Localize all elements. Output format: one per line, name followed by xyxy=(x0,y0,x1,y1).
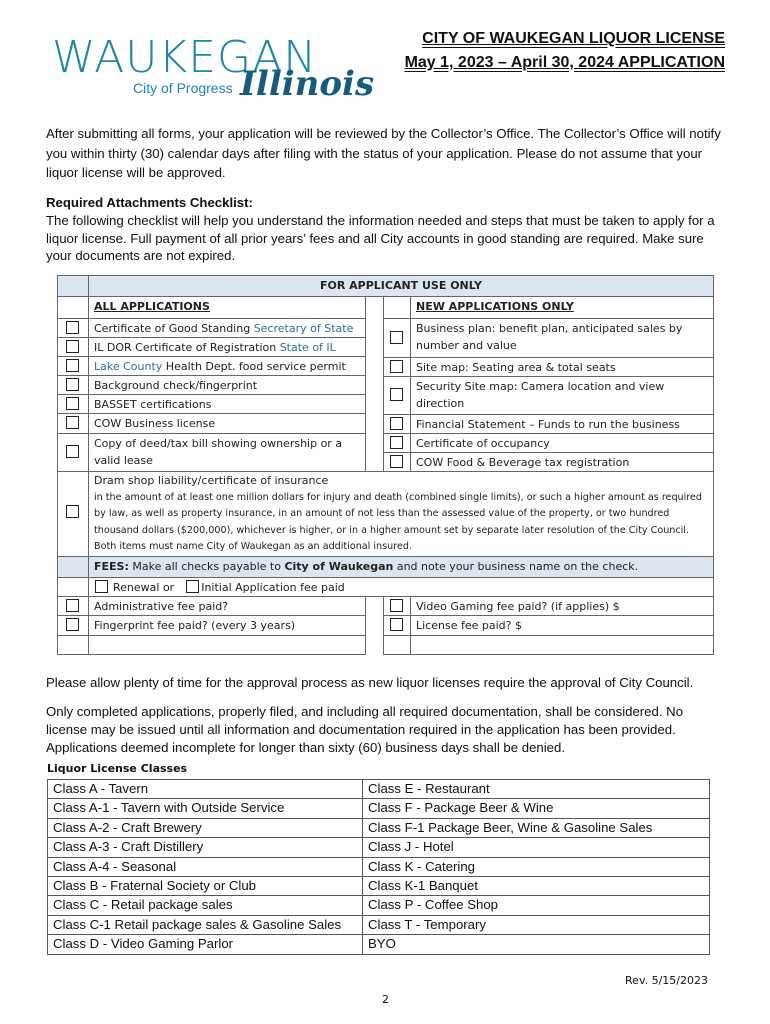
dram-shop-text: in the amount of at least one million dollars for injury and death (combined single limits), or such a higher amount as required by law, as well as property insurance, in an amount of not less than the assessed value of the property, or two hundred thousand dollars ($200,000), whichever is higher, or in a higher amount set by separate later resolution of the City Council. Both items must name City of Waukegan as an additional insured. xyxy=(94,491,703,552)
checklist-item: Certificate of Good Standing Secretary of State xyxy=(88,318,366,338)
classes-heading: Liquor License Classes xyxy=(47,762,188,775)
fee-type-row xyxy=(88,577,714,597)
checkbox[interactable] xyxy=(66,378,79,391)
checkbox[interactable] xyxy=(390,360,403,373)
logo-state: Illinois xyxy=(240,64,375,104)
checklist-item: COW Business license xyxy=(88,413,366,434)
revision-date: Rev. 5/15/2023 xyxy=(625,974,708,987)
checklist-text: The following checklist will help you understand the information needed and steps that must be taken to apply for a liquor license. Full payment of all prior years’ fees and all City accounts in good standing are required. Make sure your documents are not expired. xyxy=(46,213,715,263)
license-fee-item: License fee paid? $ xyxy=(410,615,714,636)
license-class: Class A-1 - Tavern with Outside Service xyxy=(47,798,363,818)
logo-tagline: City of Progress xyxy=(133,80,233,96)
license-class: Class A-3 - Craft Distillery xyxy=(47,837,363,857)
license-class: Class K - Catering xyxy=(362,857,710,877)
license-class: Class T - Temporary xyxy=(362,915,710,935)
new-applications-heading: NEW APPLICATIONS ONLY xyxy=(410,296,714,319)
renewal-checkbox[interactable] xyxy=(95,580,108,593)
license-class: BYO xyxy=(362,934,710,954)
completeness-note: Only completed applications, properly filed, and including all required documentation, shall be considered. No license may be issued until all information and documentation required in the application has been provided. Applications deemed incomplete for longer than sixty (60) business days shall be denied. xyxy=(46,704,684,755)
license-class: Class A - Tavern xyxy=(47,779,363,799)
license-class: Class B - Fraternal Society or Club xyxy=(47,876,363,896)
license-class: Class A-4 - Seasonal xyxy=(47,857,363,877)
checkbox[interactable] xyxy=(66,416,79,429)
page-number: 2 xyxy=(382,993,389,1006)
checklist-item: Background check/fingerprint xyxy=(88,375,366,395)
checklist-item: Copy of deed/tax bill showing ownership or a valid lease xyxy=(88,433,366,472)
logo-name: WAUKEGAN xyxy=(52,32,318,83)
checkbox[interactable] xyxy=(390,331,403,344)
all-applications-heading: ALL APPLICATIONS xyxy=(88,296,366,319)
checklist-item: IL DOR Certificate of Registration State of IL xyxy=(88,337,366,357)
document-subtitle: May 1, 2023 – April 30, 2024 APPLICATION xyxy=(404,54,725,71)
approval-note: Please allow plenty of time for the approval process as new liquor licenses require the approval of City Council. xyxy=(46,675,694,690)
intro-text: After submitting all forms, your application will be reviewed by the Collector’s Office. The Collector’s Office will notify you within thirty (30) calendar days after filing with the status of your application. Please do not assume that your liquor license will be approved. xyxy=(46,126,721,180)
checkbox[interactable] xyxy=(66,397,79,410)
checkbox[interactable] xyxy=(66,359,79,372)
admin-fee-item: Administrative fee paid? xyxy=(88,596,366,616)
fees-note: FEES: Make all checks payable to City of Waukegan and note your business name on the check. xyxy=(88,556,714,578)
license-class: Class P - Coffee Shop xyxy=(362,895,710,915)
lake-county-link[interactable]: Lake County xyxy=(94,360,163,373)
checklist-item: Lake County Health Dept. food service permit xyxy=(88,356,366,376)
checkbox[interactable] xyxy=(390,455,403,468)
dram-shop-title: Dram shop liability/certificate of insurance xyxy=(94,474,329,487)
checkbox[interactable] xyxy=(390,599,403,612)
checklist-item: Financial Statement – Funds to run the business xyxy=(410,414,714,434)
state-of-il-link[interactable]: State of IL xyxy=(279,341,336,354)
license-class: Class C - Retail package sales xyxy=(47,895,363,915)
renewal-label: Renewal or xyxy=(113,581,175,594)
dram-shop-item xyxy=(88,471,714,557)
checkbox[interactable] xyxy=(66,340,79,353)
license-class: Class D - Video Gaming Parlor xyxy=(47,934,363,954)
checklist-item: Certificate of occupancy xyxy=(410,433,714,453)
checkbox[interactable] xyxy=(66,599,79,612)
license-class: Class A-2 - Craft Brewery xyxy=(47,818,363,838)
fingerprint-fee-item: Fingerprint fee paid? (every 3 years) xyxy=(88,615,366,636)
license-class: Class J - Hotel xyxy=(362,837,710,857)
secretary-of-state-link[interactable]: Secretary of State xyxy=(253,322,354,335)
license-class: Class E - Restaurant xyxy=(362,779,710,799)
checkbox[interactable] xyxy=(66,445,79,458)
checklist-item: Security Site map: Camera location and view direction xyxy=(410,376,714,415)
checkbox[interactable] xyxy=(390,618,403,631)
checklist-item: Site map: Seating area & total seats xyxy=(410,357,714,377)
checklist-item: COW Food & Beverage tax registration xyxy=(410,452,714,472)
checkbox[interactable] xyxy=(390,388,403,401)
document-title: CITY OF WAUKEGAN LIQUOR LICENSE xyxy=(422,30,725,47)
license-class: Class F-1 Package Beer, Wine & Gasoline Sales xyxy=(362,818,710,838)
checklist-item: Business plan: benefit plan, anticipated sales by number and value xyxy=(410,318,714,358)
video-gaming-fee-item: Video Gaming fee paid? (if applies) $ xyxy=(410,596,714,616)
checkbox[interactable] xyxy=(66,505,79,518)
checklist-heading: Required Attachments Checklist: xyxy=(46,195,253,210)
license-class: Class K-1 Banquet xyxy=(362,876,710,896)
initial-application-checkbox[interactable] xyxy=(186,580,199,593)
checkbox[interactable] xyxy=(390,417,403,430)
table-header: FOR APPLICANT USE ONLY xyxy=(88,275,714,297)
license-class: Class F - Package Beer & Wine xyxy=(362,798,710,818)
license-class: Class C-1 Retail package sales & Gasoline Sales xyxy=(47,915,363,935)
checkbox[interactable] xyxy=(390,436,403,449)
initial-label: Initial Application fee paid xyxy=(201,581,345,594)
checklist-item: BASSET certifications xyxy=(88,394,366,414)
checkbox[interactable] xyxy=(66,321,79,334)
checkbox[interactable] xyxy=(66,618,79,631)
